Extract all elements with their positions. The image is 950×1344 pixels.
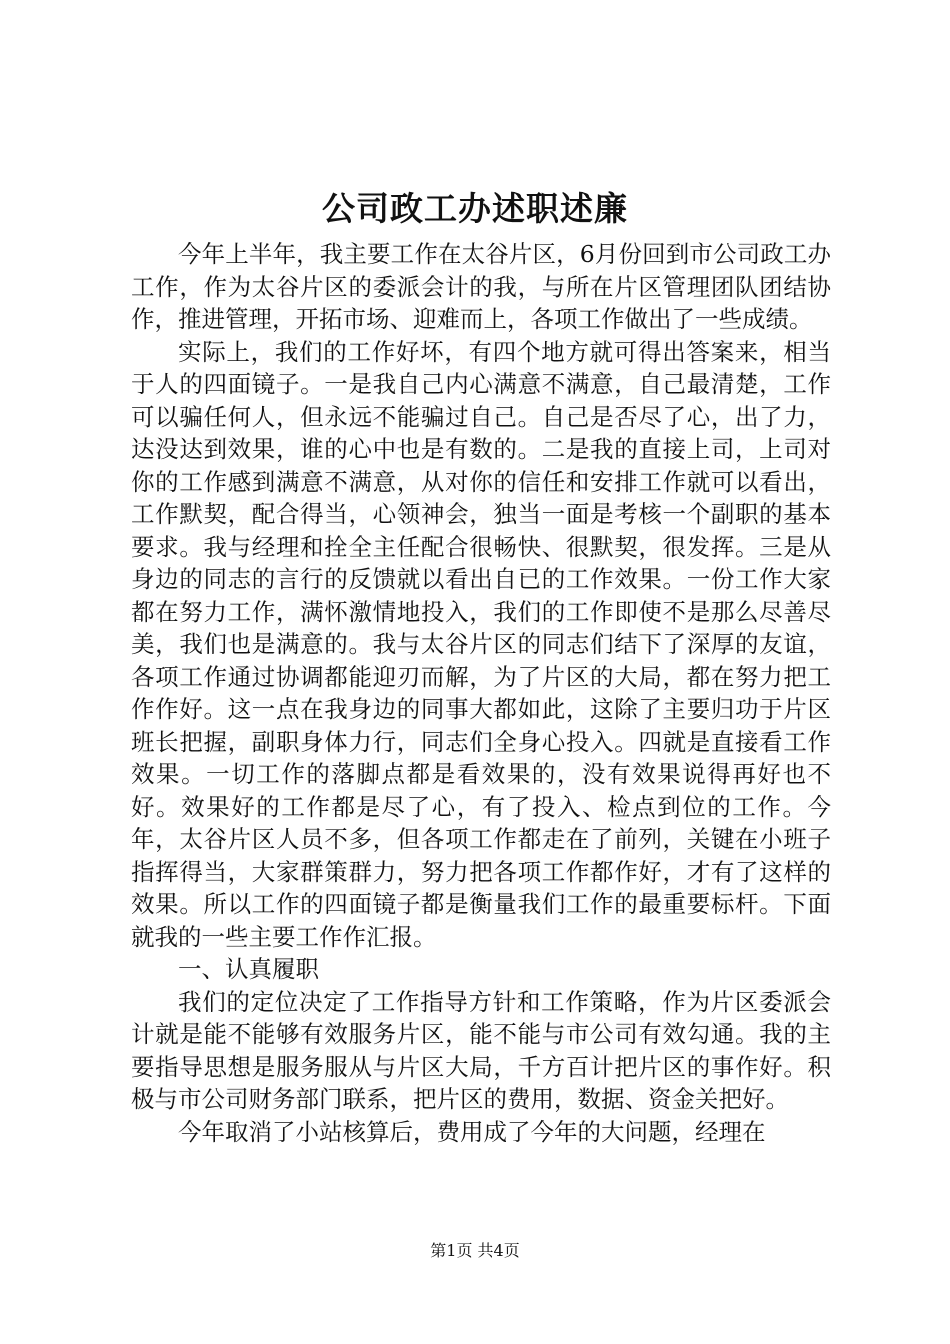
page-footer: 第1页 共4页 [430,1241,520,1260]
paragraph-intro: 今年上半年，我主要工作在太谷片区，6月份回到市公司政工办工作，作为太谷片区的委派会计的我，与所在片区管理团队团结协作，推进管理，开拓市场、迎难而上，各项工作做出了一些成绩。 [131,240,831,333]
paragraph-positioning: 我们的定位决定了工作指导方针和工作策略，作为片区委派会计就是能不能够有效服务片区，能不能与市公司有效勾通。我的主要指导思想是服务服从与片区大局，千方百计把片区的事作好。积极与市公司财务部门联系，把片区的费用，数据、资金关把好。 [131,987,831,1113]
document-body [131,238,831,1148]
document-title: 公司政工办述职述廉 [322,189,628,228]
paragraph-cost: 今年取消了小站核算后，费用成了今年的大问题，经理在 [178,1117,766,1146]
section-heading: 一、认真履职 [178,955,319,983]
paragraph-four-mirrors: 实际上，我们的工作好坏，有四个地方就可得出答案来，相当于人的四面镜子。一是我自己内心满意不满意，自己最清楚，工作可以骗任何人，但永远不能骗过自己。自己是否尽了心，出了力，达没达到效果，谁的心中也是有数的。二是我的直接上司，上司对你的工作感到满意不满意，从对你的信任和安排工作就可以看出，工作默契，配合得当，心领神会，独当一面是考核一个副职的基本要求。我与经理和拴全主任配合很畅快、很默契，很发挥。三是从身边的同志的言行的反馈就以看出自已的工作效果。一份工作大家都在努力工作，满怀激情地投入，我们的工作即使不是那么尽善尽美，我们也是满意的。我与太谷片区的同志们结下了深厚的友谊，各项工作通过协调都能迎刃而解，为了片区的大局，都在努力把工作作好。这一点在我身边的同事大都如此，这除了主要归功于片区班长把握，副职身体力行，同志们全身心投入。四就是直接看工作效果。一切工作的落脚点都是看效果的，没有效果说得再好也不好。效果好的工作都是尽了心，有了投入、检点到位的工作。今年，太谷片区人员不多，但各项工作都走在了前列，关键在小班子指挥得当，大家群策群力，努力把各项工作都作好，才有了这样的效果。所以工作的四面镜子都是衡量我们工作的最重要标杆。下面就我的一些主要工作作汇报。 [131,337,831,951]
